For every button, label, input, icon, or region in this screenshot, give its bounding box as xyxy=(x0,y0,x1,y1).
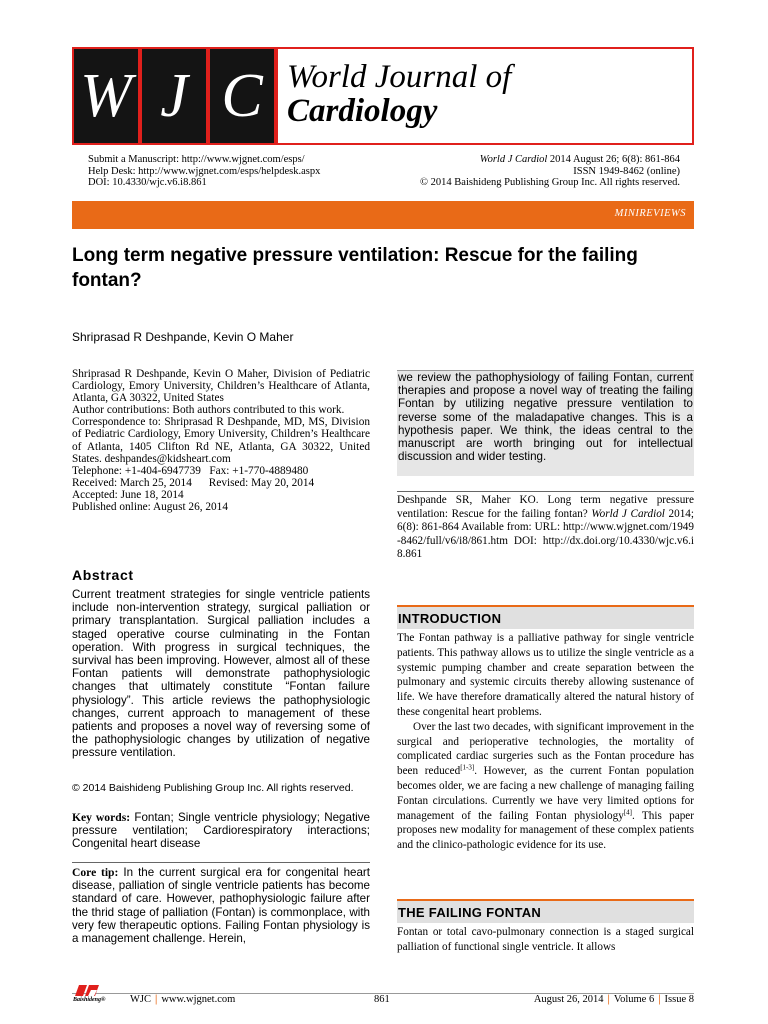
section-label: MINIREVIEWS xyxy=(614,208,686,219)
footer-date: August 26, 2014 xyxy=(533,994,604,1005)
keywords xyxy=(72,811,370,851)
intro-paragraph-2 xyxy=(397,720,694,853)
core-tip-continued: we review the pathophysiology of failing Fontan, current therapies and propose a novel way of treating the failing Fontan by utilizing negative pressure ventilation to reverse some of the maladapative changes. This is a hypothesis paper. We think, the ideas central to the manuscript are worth bringing out for intellectual discussion and wider testing. xyxy=(397,370,694,476)
telephone-fax: Telephone: +1-404-6947739 Fax: +1-770-4889480 xyxy=(72,464,309,477)
abstract-text: Current treatment strategies for single ventricle patients include non-intervention strategy, surgical palliation or primary transplantation. Surgical palliation includes a staged operative course culminating in the Fontan operation. With progress in surgical techniques, the survival has been improving. However, almost all of these Fontan patients will demonstrate pathophysiologic changes that ultimately constitute “Fontan failure physiology”. This article reviews the pathophysiologic changes, current approach to management of these patients and proposes a novel way of reversing some of the pathophysiologic changes by utilization of negative pressure ventilation. xyxy=(72,588,370,760)
journal-abbrev-italic: World J Cardiol xyxy=(479,154,548,165)
reference-1-3[interactable]: [1-3] xyxy=(460,763,475,772)
reference-4[interactable]: [4] xyxy=(623,807,632,816)
footer-journal-abbrev: WJC xyxy=(130,994,151,1005)
abstract-heading: Abstract xyxy=(72,567,134,583)
core-tip xyxy=(72,862,370,962)
affiliation-block xyxy=(72,368,370,513)
received-revised: Received: March 25, 2014 Revised: May 20, 2014 xyxy=(72,476,315,489)
journal-name-line1: World Journal of xyxy=(287,59,512,95)
intro-p2-text-b: . However, as the current Fontan population becomes older, we are facing a new challenge of managing failing Fontan circulations. Currently we have very limited options for management of the failing Fontan physiology xyxy=(397,765,694,822)
core-tip-label: Core tip: xyxy=(72,866,119,879)
failing-fontan-body xyxy=(397,925,694,955)
footer-issue: Issue 8 xyxy=(664,994,694,1005)
author-contributions: Author contributions: Both authors contributed to this work. xyxy=(72,404,345,417)
issue-details: 2014 August 26; 6(8): 861-864 xyxy=(547,154,680,165)
abstract-copyright: © 2014 Baishideng Publishing Group Inc. All rights reserved. xyxy=(72,782,354,794)
issn-line: ISSN 1949-8462 (online) xyxy=(573,165,680,177)
citation-journal: World J Cardiol xyxy=(591,507,665,520)
journal-name xyxy=(287,60,511,128)
footer-journal xyxy=(130,994,235,1005)
logo-letter-w: W xyxy=(74,49,138,143)
footer-issue-info xyxy=(480,994,694,1005)
doi-text: DOI: 10.4330/wjc.v6.i8.861 xyxy=(88,177,207,188)
intro-p2-text-a: Over the last two decades, with significant improvement in the surgical and perioperative technologies, the mortality of complicated cardiac surgeries such as the Fontan procedure has been reduced xyxy=(397,720,694,778)
logo-letter-j: J xyxy=(142,49,206,143)
logo-letter-c: C xyxy=(210,49,274,143)
introduction-body xyxy=(397,631,694,853)
introduction-heading: INTRODUCTION xyxy=(397,605,694,629)
core-tip-text: In the current surgical era for congenital heart disease, palliation of single ventricle patients has become standard of care. However, pathophysiologic failure after the thrid stage of palliation (Fontan) is commonplace, with very few therapeutic options. Failing Fontan physiology is a management challenge. Herein, xyxy=(72,866,370,946)
issue-line xyxy=(420,154,680,166)
footer-pipe: | xyxy=(155,994,158,1005)
intro-p2-text-c: . This paper proposes new modality for management of these complex patients and the clinico-pathologic evidence for its use. xyxy=(397,809,694,852)
article-authors: Shriprasad R Deshpande, Kevin O Maher xyxy=(72,330,294,344)
footer-pipe: | xyxy=(658,994,661,1005)
citation-details: 2014; 6(8): 861-864 Available from: URL: http://www.wjgnet.com/1949-8462/full/v6/i8/861.htm DOI: http://dx.doi.org/10.4330/wjc.v6.i8.861 xyxy=(397,507,694,560)
help-desk-link[interactable]: Help Desk: http://www.wjgnet.com/esps/helpdesk.aspx xyxy=(88,165,321,177)
publication-info xyxy=(420,154,680,189)
keywords-text: Fontan; Single ventricle physiology; Negative pressure ventilation; Cardiorespiratory interactions; Congenital heart disease xyxy=(72,811,370,851)
footer-page-number: 861 xyxy=(374,994,390,1005)
publisher-logo xyxy=(73,983,119,1005)
accepted-date: Accepted: June 18, 2014 xyxy=(72,488,184,501)
published-online: Published online: August 26, 2014 xyxy=(72,501,228,514)
keywords-label: Key words: xyxy=(72,811,131,824)
header-copyright: © 2014 Baishideng Publishing Group Inc. All rights reserved. xyxy=(420,177,680,188)
citation-authors-title: Deshpande SR, Maher KO. Long term negative pressure ventilation: Rescue for the failing fontan? xyxy=(397,494,694,520)
submission-info xyxy=(88,154,320,189)
footer-website-link[interactable]: www.wjgnet.com xyxy=(161,994,236,1005)
failing-paragraph-1: Fontan or total cavo-pulmonary connection is a staged surgical palliation of functional single ventricle. It allows xyxy=(397,926,694,953)
intro-paragraph-1: The Fontan pathway is a palliative pathway for single ventricle patients. This pathway allows us to utilize the single ventricle as a systemic pumping chamber and create separation between the pulmonary and systemic circuits thereby allowing sustenance of life. We have therefore dramatically altered the natural history of these congenital heart problems. xyxy=(397,632,694,718)
section-band xyxy=(72,201,694,229)
correspondence: Correspondence to: Shriprasad R Deshpande, MD, MS, Division of Pediatric Cardiology, Emory University, Children’s Healthcare of Atlanta, 1405 Clifton Rd NE, Atlanta, GA 30322, United States. deshpandes@kidsheart.com xyxy=(72,416,370,465)
citation-block xyxy=(397,491,694,562)
affiliation: Shriprasad R Deshpande, Kevin O Maher, Division of Pediatric Cardiology, Emory University, Children’s Healthcare of Atlanta, Atlanta, GA 30322, United States xyxy=(72,368,370,405)
footer-volume: Volume 6 xyxy=(613,994,655,1005)
failing-fontan-heading: THE FAILING FONTAN xyxy=(397,899,694,923)
submit-manuscript-link[interactable]: Submit a Manuscript: http://www.wjgnet.com/esps/ xyxy=(88,154,305,165)
logo-separator xyxy=(274,49,278,143)
footer-pipe: | xyxy=(607,994,610,1005)
journal-name-line2: Cardiology xyxy=(287,93,438,129)
article-title: Long term negative pressure ventilation: Rescue for the failing fontan? xyxy=(72,245,638,291)
publisher-logo-text: Baishideng® xyxy=(73,997,106,1003)
